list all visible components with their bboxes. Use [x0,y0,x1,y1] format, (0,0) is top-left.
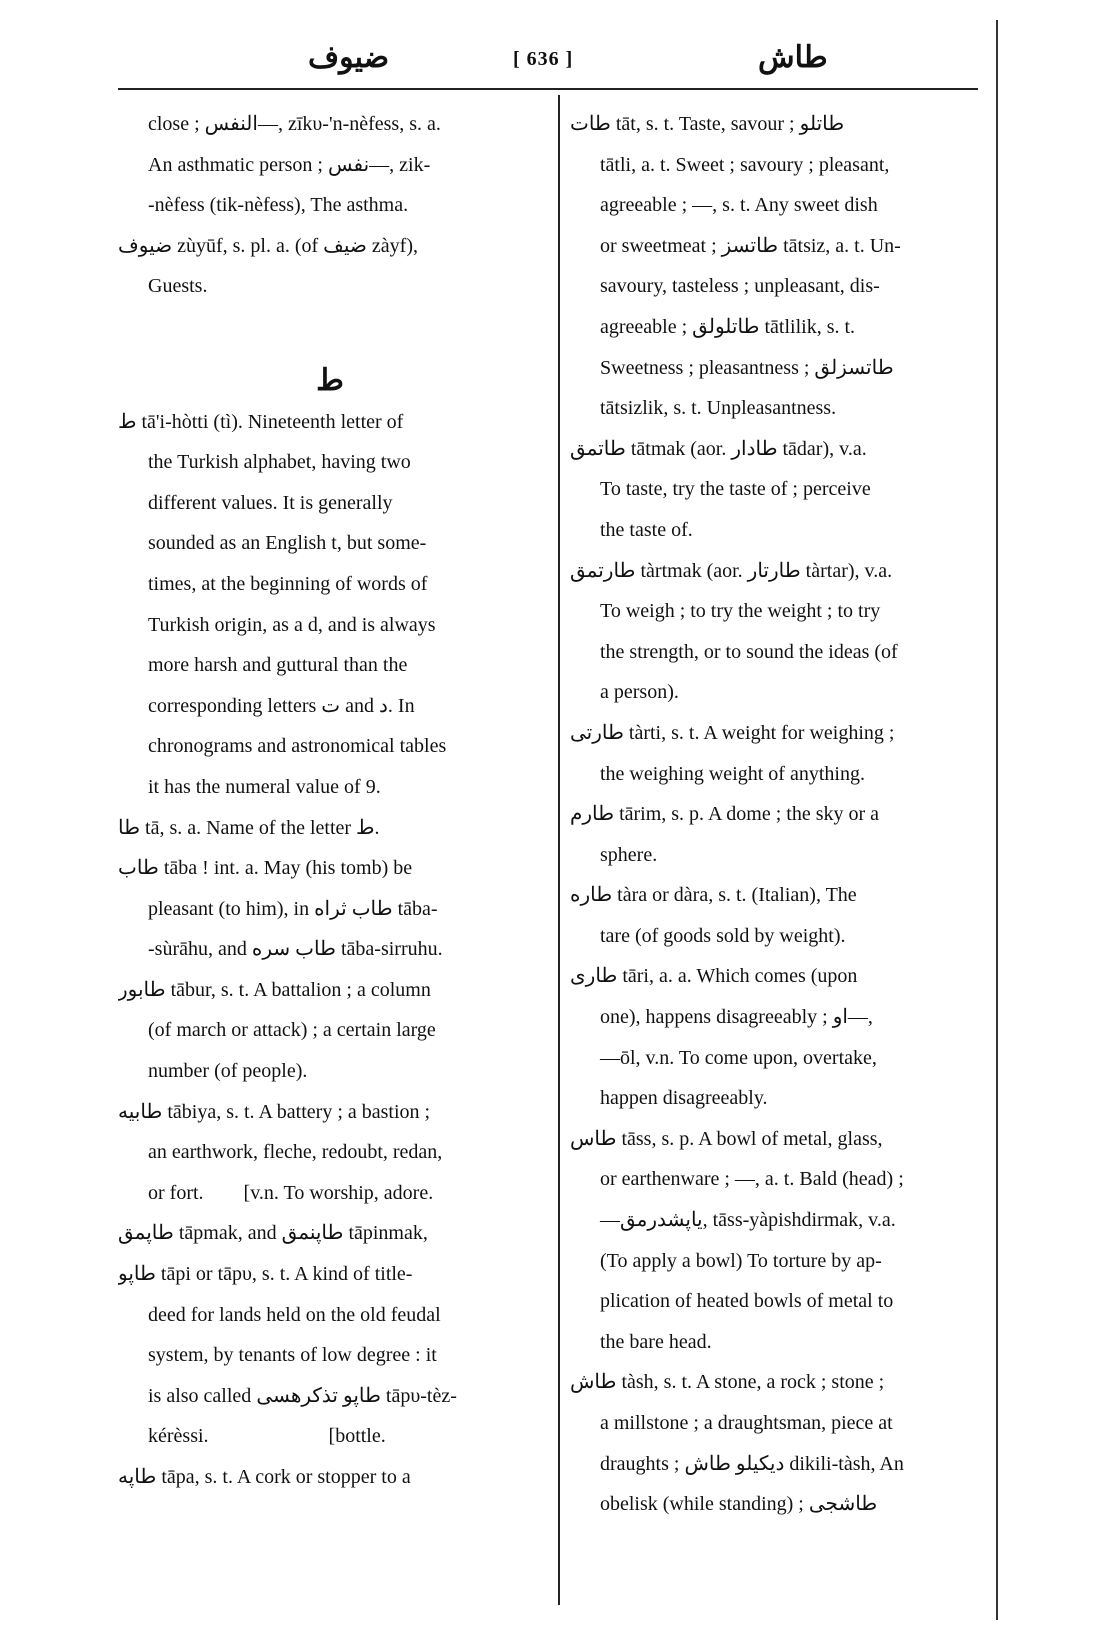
entry-line: the taste of. [600,518,693,541]
entry-line: طاپه tāpa, s. t. A cork or stopper to a [118,1466,411,1488]
entry-line: deed for lands held on the old feudal [148,1303,441,1326]
entry-line: it has the numeral value of 9. [148,775,381,798]
entry-line: طاس tāss, s. p. A bowl of metal, glass, [570,1127,883,1150]
entry-line: طارم tārim, s. p. A dome ; the sky or a [570,803,880,826]
entry-line: ضیوف zùyūf, s. pl. a. (of ضیف zàyf), [118,234,418,257]
entry-line: ط tā'i-hòtti (tì). Nineteenth letter of [118,410,404,433]
entry-line: an earthwork, fleche, redoubt, redan, [148,1141,443,1164]
entry-line: tare (of goods sold by weight). [600,924,846,947]
entry-line: (of march or attack) ; a certain large [148,1019,436,1042]
entry-line: one), happens disagreeably ; او—, [600,1006,873,1029]
entry-line: طاره tàra or dàra, s. t. (Italian), The [570,884,857,907]
entry-line: agreeable ; طاتلولق tātlilik, s. t. [600,315,856,338]
entry-line: An asthmatic person ; نفس—, zik- [148,153,431,176]
entry-line: طاری tāri, a. a. Which comes (upon [570,965,858,988]
entry-line: the weighing weight of anything. [600,762,865,785]
entry-line: طاب tāba ! int. a. May (his tomb) be [118,857,413,880]
entry-line: pleasant (to him), in طاب ثراه tāba- [148,897,438,920]
entry-line: the strength, or to sound the ideas (of [600,640,898,663]
entry-line: tātli, a. t. Sweet ; savoury ; pleasant, [600,153,890,176]
entry-line: To weigh ; to try the weight ; to try [600,600,881,623]
entry-line: sounded as an English t, but some- [148,532,427,555]
entry-line: To taste, try the taste of ; perceive [600,478,871,501]
entry-line: طابور tābur, s. t. A battalion ; a column [118,978,431,1001]
page-header [118,40,978,88]
left-column [118,104,542,1498]
entry-line: corresponding letters ت and د. In [148,694,415,717]
entry-line: draughts ; دیکیلو طاش dikili-tàsh, An [600,1452,904,1475]
entry-line: a person). [600,681,679,704]
guide-word-left: ضیوف [308,41,390,74]
entry-line: Turkish origin, as a d, and is always [148,613,436,636]
entry-line: -nèfess (tik-nèfess), The asthma. [148,194,409,217]
entry-line: is also called طاپو تذکرهسی tāpυ-tèz- [148,1384,457,1407]
entry-line: طات tāt, s. t. Taste, savour ; طاتلو [570,113,845,135]
entry-line: times, at the beginning of words of [148,572,428,595]
entry-line: chronograms and astronomical tables [148,735,447,758]
entry-line: طارتی tàrti, s. t. A weight for weighing ; [570,721,895,744]
entry-line: —ōl, v.n. To come upon, overtake, [600,1046,877,1069]
entry-line: the bare head. [600,1330,712,1353]
entry-line: tātsizlik, s. t. Unpleasantness. [600,397,837,420]
entry-line: طارتمق tàrtmak (aor. طارتار tàrtar), v.a. [570,559,893,582]
section-gap [118,307,542,361]
entry-line: or sweetmeat ; طاتسز tātsiz, a. t. Un- [600,234,901,257]
entry-line: close ; النفس—, zīkυ-'n-nèfess, s. a. [148,113,441,135]
entry-line: -sùrāhu, and طاب سره tāba-sirruhu. [148,938,443,961]
entry-line: —یاپشدرمق, tāss-yàpishdirmak, v.a. [600,1209,896,1232]
entry-line: system, by tenants of low degree : it [148,1344,437,1367]
entry-line: or fort. [v.n. To worship, adore. [148,1181,434,1204]
page-number: [ 636 ] [513,48,574,70]
entry-line: more harsh and guttural than the [148,654,408,677]
entry-line: طاش tàsh, s. t. A stone, a rock ; stone ; [570,1371,885,1394]
entry-line: طا tā, s. a. Name of the letter ط. [118,816,380,839]
entry-line: agreeable ; —, s. t. Any sweet dish [600,194,878,217]
entry-line: or earthenware ; —, a. t. Bald (head) ; [600,1168,904,1191]
section-letter: ط [316,363,344,397]
entry-line: obelisk (while standing) ; طاشجی [600,1493,878,1516]
entry-line: savoury, tasteless ; unpleasant, dis- [600,275,880,298]
guide-word-right: طاش [758,41,828,74]
entry-line: number (of people). [148,1060,308,1083]
entry-line: طاپو tāpi or tāpυ, s. t. A kind of title- [118,1263,413,1286]
entry-line: the Turkish alphabet, having two [148,451,411,474]
entry-line: طاتمق tātmak (aor. طادار tādar), v.a. [570,437,867,460]
entry-line: Guests. [148,275,208,298]
right-column [570,104,985,1525]
entry-line: different values. It is generally [148,491,393,514]
header-rule [118,88,978,90]
entry-line: (To apply a bowl) To torture by ap- [600,1249,882,1272]
entry-line: kérèssi. [bottle. [148,1425,386,1448]
entry-line: طابیه tābiya, s. t. A battery ; a bastion ; [118,1100,431,1123]
entry-line: a millstone ; a draughtsman, piece at [600,1412,893,1434]
entry-line: طاپمق tāpmak, and طاپنمق tāpinmak, [118,1222,428,1245]
entry-line: plication of heated bowls of metal to [600,1290,894,1313]
entry-line: happen disagreeably. [600,1087,768,1110]
entry-line: Sweetness ; pleasantness ; طاتسزلق [600,356,894,379]
column-divider [558,95,560,1605]
page-edge-line [996,20,998,1620]
entry-line: sphere. [600,843,658,866]
